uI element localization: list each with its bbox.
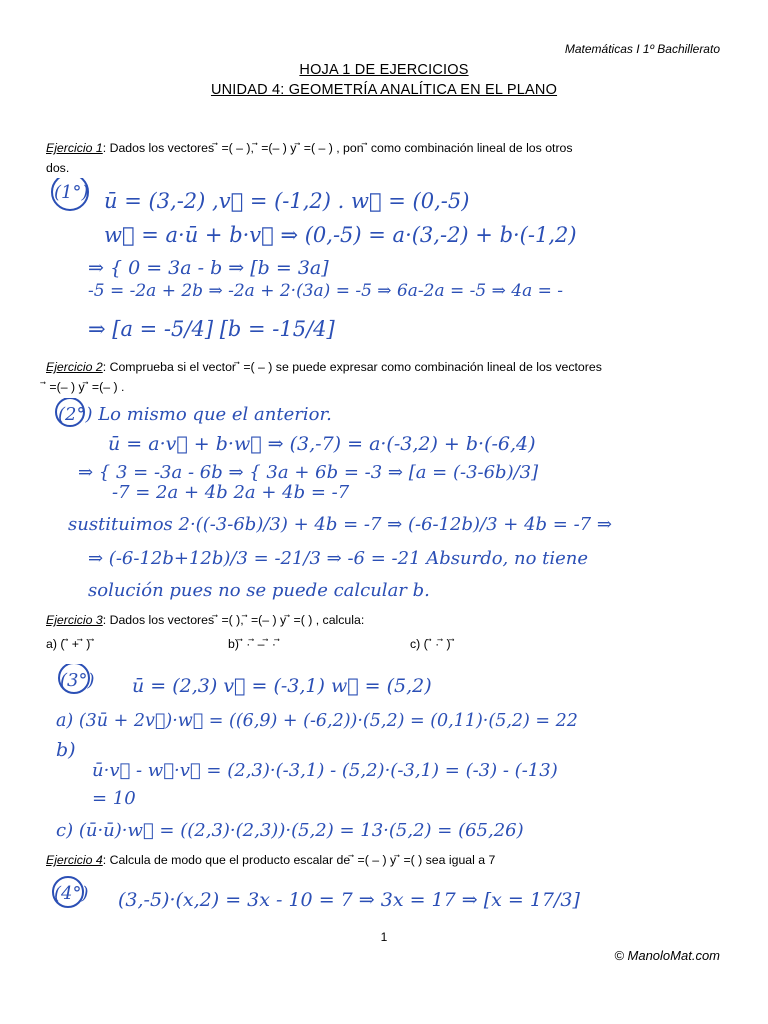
exercise-2-handwritten-solution bbox=[48, 398, 724, 606]
exercise-1-solution-svg bbox=[48, 178, 724, 354]
copyright-footer: © ManoloMat.com bbox=[614, 948, 720, 963]
unit-title: UNIDAD 4: GEOMETRÍA ANALÍTICA EN EL PLANO bbox=[210, 82, 558, 98]
exercise-2-statement bbox=[46, 357, 602, 397]
exercise-4-solution-svg bbox=[48, 876, 724, 922]
exercise-2-label: Ejercicio 2 bbox=[46, 360, 103, 374]
sol3-line-1: ū = (2,3) v⃗ = (-3,1) w⃗ = (5,2) bbox=[132, 675, 432, 697]
sol3-line-5: = 10 bbox=[92, 788, 136, 809]
page-number: 1 bbox=[380, 930, 388, 944]
exercise-4-text: : Calcula de modo que el producto escalar de ⃗ =( – ) y ⃗ =( ) sea igual a 7 bbox=[102, 853, 496, 867]
exercise-4-statement bbox=[46, 850, 495, 870]
exercise-1-label: Ejercicio 1 bbox=[46, 141, 103, 155]
sol1-line-4: -5 = -2a + 2b ⇒ -2a + 2·(3a) = -5 ⇒ 6a-2a = -5 ⇒ 4a = - bbox=[88, 281, 564, 301]
sol3-line-3: b) bbox=[56, 739, 76, 761]
sol3-line-4: ū·v⃗ - w⃗·v⃗ = (2,3)·(-3,1) - (5,2)·(-3,1) = (-3) - (-13) bbox=[92, 760, 558, 781]
exercise-2-text: : Comprueba si el vector ⃗ =( – ) se puede expresar como combinación lineal de los vectores bbox=[102, 360, 602, 374]
exercise-3-text: : Dados los vectores ⃗ =( ), ⃗ =(– ) y ⃗ =( ) , calcula: bbox=[102, 613, 365, 627]
sol3-line-2: a) (3ū + 2v⃗)·w⃗ = ((6,9) + (-6,2))·(5,2) = (0,11)·(5,2) = 22 bbox=[56, 711, 578, 731]
course-header: Matemáticas I 1º Bachillerato bbox=[564, 42, 720, 56]
sol2-line-3: -7 = 2a + 4b 2a + 4b = -7 bbox=[112, 482, 350, 503]
sol2-line-6: solución pues no se puede calcular b. bbox=[88, 580, 430, 601]
sol2-line-2: ⇒ { 3 = -3a - 6b ⇒ { 3a + 6b = -3 ⇒ [a = (-3-6b)/3] bbox=[78, 462, 539, 483]
exercise-3-item-b: b) ⃗ · ⃗ – ⃗ · ⃗ bbox=[228, 637, 280, 651]
sol1-line-5: ⇒ [a = -5/4] [b = -15/4] bbox=[88, 317, 335, 341]
exercise-3-statement bbox=[46, 610, 364, 630]
exercise-2-solution-svg bbox=[48, 398, 724, 606]
sol2-line-5: ⇒ (-6-12b+12b)/3 = -21/3 ⇒ -6 = -21 Absurdo, no tiene bbox=[88, 548, 589, 569]
exercise-1-text: : Dados los vectores ⃗ =( – ), ⃗ =(– ) y ⃗ =( – ) , pon ⃗ como combinación lineal de los otros bbox=[102, 141, 573, 155]
exercise-1-text-cont: dos. bbox=[46, 161, 70, 175]
exercise-3-solution-svg bbox=[48, 664, 724, 848]
exercise-1-statement bbox=[46, 138, 573, 178]
sheet-title: HOJA 1 DE EJERCICIOS bbox=[299, 62, 469, 78]
sol1-line-3: ⇒ { 0 = 3a - b ⇒ [b = 3a] bbox=[88, 257, 329, 279]
sol4-line-1: (3,-5)·(x,2) = 3x - 10 = 7 ⇒ 3x = 17 ⇒ [x = 17/3] bbox=[118, 889, 580, 911]
exercise-3-label: Ejercicio 3 bbox=[46, 613, 103, 627]
exercise-1-handwritten-solution bbox=[48, 178, 724, 354]
sol3-line-6: c) (ū·ū)·w⃗ = ((2,3)·(2,3))·(5,2) = 13·(5,2) = (65,26) bbox=[56, 820, 524, 841]
exercise-4-label: Ejercicio 4 bbox=[46, 853, 103, 867]
sol1-line-2: w⃗ = a·ū + b·v⃗ ⇒ (0,-5) = a·(3,-2) + b·(-1,2) bbox=[104, 223, 577, 247]
sol2-line-1: ū = a·v⃗ + b·w⃗ ⇒ (3,-7) = a·(-3,2) + b·(-6,4) bbox=[108, 433, 536, 455]
sol2-line-0: (2°) Lo mismo que el anterior. bbox=[58, 404, 332, 425]
sol2-line-4: sustituimos 2·((-3-6b)/3) + 4b = -7 ⇒ (-6-12b)/3 + 4b = -7 ⇒ bbox=[68, 514, 612, 535]
sol4-line-0: (4°) bbox=[54, 883, 89, 904]
sol1-line-0: (1°) bbox=[54, 182, 89, 203]
exercise-3-item-a: a) ( ⃗ + ⃗ ) ⃗ bbox=[46, 637, 95, 651]
exercise-3-handwritten-solution bbox=[48, 664, 724, 848]
sol1-line-1: ū = (3,-2) ,v⃗ = (-1,2) . w⃗ = (0,-5) bbox=[104, 189, 470, 213]
exercise-3-item-c: c) ( ⃗ · ⃗ ) ⃗ bbox=[410, 637, 455, 651]
exercise-2-text-cont: ⃗ =(– ) y ⃗ =(– ) . bbox=[46, 380, 125, 394]
exercise-4-handwritten-solution bbox=[48, 876, 724, 922]
sol3-line-0: (3°) bbox=[60, 670, 95, 691]
